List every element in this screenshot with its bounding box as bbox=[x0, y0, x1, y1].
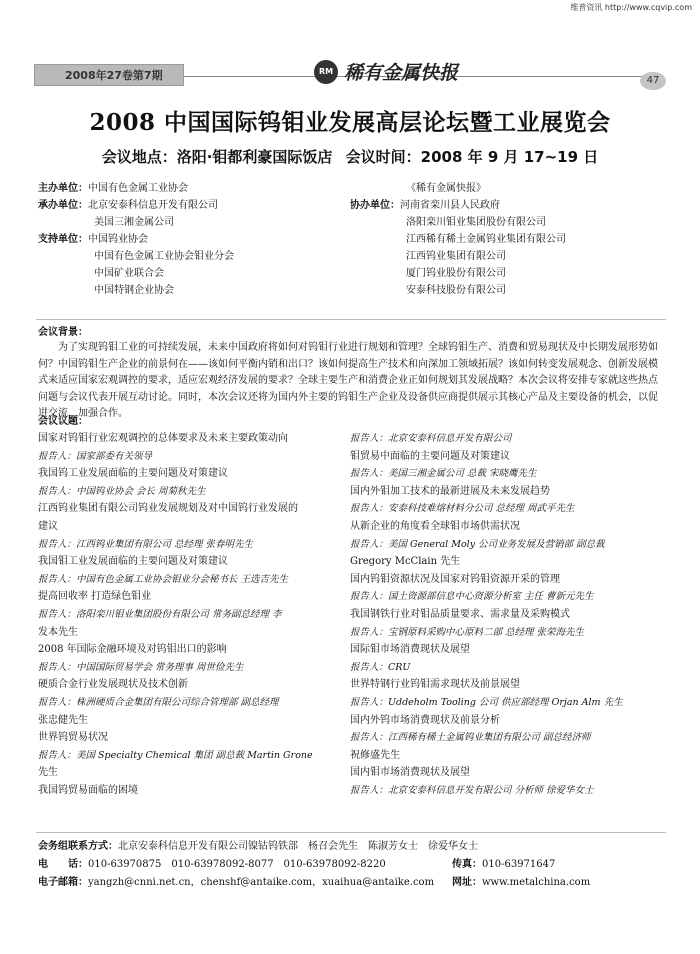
co-item: 厦门钨业股份有限公司 bbox=[406, 268, 506, 279]
page-title: 2008 中国国际钨钼业发展高层论坛暨工业展览会 bbox=[89, 109, 611, 136]
undertake-item: 北京安泰科信息开发有限公司 bbox=[88, 200, 218, 211]
background-heading: 会议背景： bbox=[38, 327, 88, 338]
topic-reporter: 报告人：江西稀有稀土金属钨业集团有限公司 副总经济师 bbox=[350, 732, 591, 744]
topic-item: 我国钢铁行业对钼品质量要求、需求量及采购模式 bbox=[350, 608, 570, 620]
fax-label: 传真： bbox=[452, 859, 482, 870]
support-item: 中国特钢企业协会 bbox=[94, 285, 174, 296]
topic-reporter: 报告人：安泰科技难熔材料分公司 总经理 周武平先生 bbox=[350, 503, 575, 515]
topic-reporter: 报告人：中国有色金属工业协会钼业分会秘书长 王选吉先生 bbox=[38, 573, 289, 585]
support-item: 中国矿业联合会 bbox=[94, 268, 164, 279]
meeting-time: 会议时间：2008 年 9 月 17~19 日 bbox=[345, 148, 599, 166]
undertake-item: 美国三湘金属公司 bbox=[94, 217, 174, 228]
topic-item: 国内钨钼资源状况及国家对钨钼资源开采的管理 bbox=[350, 573, 560, 585]
topic-reporter: 报告人：北京安泰科信息开发有限公司 分析师 徐爱华女士 bbox=[350, 784, 594, 796]
undertake-label: 承办单位： bbox=[38, 200, 88, 211]
topic-item: 提高回收率 打造绿色钼业 bbox=[38, 591, 152, 603]
topic-reporter: 报告人：江西钨业集团有限公司 总经理 张春明先生 bbox=[38, 538, 254, 550]
topic-item: 硬质合金行业发展现状及技术创新 bbox=[38, 679, 188, 691]
topic-item: 从新企业的角度看全球钼市场供需状况 bbox=[350, 520, 520, 532]
topic-item: 钼贸易中面临的主要问题及对策建议 bbox=[350, 450, 510, 462]
email-value[interactable]: yangzh@cnni.net.cn，chenshf@antaike.com，xuaihua@antaike.com bbox=[88, 877, 435, 888]
topics-left-column bbox=[38, 430, 343, 799]
topic-reporter: 报告人：CRU bbox=[350, 661, 411, 673]
topic-item: 国内外钨市场消费现状及前景分析 bbox=[350, 714, 500, 726]
support-item: 中国钨业协会 bbox=[88, 234, 148, 245]
co-label: 协办单位： bbox=[350, 200, 400, 211]
web-link[interactable]: www.metalchina.com bbox=[482, 877, 591, 888]
topic-item: 我国钨工业发展面临的主要问题及对策建议 bbox=[38, 468, 228, 480]
topic-item: 江西钨业集团有限公司钨业发展规划及对中国钨行业发展的 bbox=[38, 503, 298, 515]
footer-divider bbox=[36, 832, 666, 833]
contact-fax bbox=[452, 856, 555, 874]
topics-heading: 会议议题： bbox=[38, 416, 88, 427]
page-number: 47 bbox=[640, 72, 666, 90]
topic-item: 世界特钢行业钨钼需求现状及前景展望 bbox=[350, 679, 520, 691]
meeting-info bbox=[0, 146, 700, 167]
phone-label: 电 话： bbox=[38, 859, 88, 870]
topic-item: Gregory McClain 先生 bbox=[350, 556, 461, 568]
topic-reporter: 报告人：美国 General Moly 公司业务发展及营销部 副总裁 bbox=[350, 538, 605, 550]
topic-reporter: 报告人：株洲硬质合金集团有限公司综合管理部 副总经理 bbox=[38, 696, 279, 708]
topic-item: 国家对钨钼行业宏观调控的总体要求及未来主要政策动向 bbox=[38, 433, 288, 444]
organizers-right bbox=[350, 180, 566, 299]
topic-reporter: 报告人：宝钢原料采购中心原料二部 总经理 张荣海先生 bbox=[350, 626, 585, 638]
topic-reporter: 报告人：美国三湘金属公司 总裁 宋晓鹰先生 bbox=[350, 468, 537, 480]
topic-item: 国际钼市场消费现状及展望 bbox=[350, 644, 470, 656]
contact-email bbox=[38, 874, 434, 892]
web-label: 网址： bbox=[452, 877, 482, 888]
contact-org-text: 北京安泰科信息开发有限公司镍钴钨铁部 杨召会先生 陈淑芳女士 徐爱华女士 bbox=[118, 841, 478, 852]
topic-item: 2008 年国际金融环境及对钨钼出口的影响 bbox=[38, 644, 227, 656]
topic-reporter: 报告人：洛阳栾川钼业集团股份有限公司 常务副总经理 李 bbox=[38, 608, 282, 620]
topic-reporter: 报告人：中国钨业协会 会长 周菊秋先生 bbox=[38, 485, 206, 497]
support-item: 中国有色金属工业协会钼业分会 bbox=[94, 251, 234, 262]
host-label: 主办单位： bbox=[38, 183, 88, 194]
organizers-left bbox=[38, 180, 234, 299]
co-item: 江西钨业集团有限公司 bbox=[406, 251, 506, 262]
topic-item: 张忠健先生 bbox=[38, 714, 88, 726]
contact-org-label: 会务组联系方式： bbox=[38, 841, 118, 852]
topic-item: 发本先生 bbox=[38, 626, 78, 638]
topic-reporter: 报告人：美国 Specialty Chemical 集团 副总裁 Martin Grone bbox=[38, 749, 313, 761]
journal-coorganizer: 《稀有金属快报》 bbox=[406, 183, 486, 194]
topic-item: 国内钼市场消费现状及展望 bbox=[350, 767, 470, 779]
co-item: 河南省栾川县人民政府 bbox=[400, 200, 500, 211]
contact-web bbox=[452, 874, 590, 892]
background-text: 为了实现钨钼工业的可持续发展，未来中国政府将如何对钨钼行业进行规划和管理？全球钨钼生产、消费和贸易现状及中长期发展形势如何？中国钨钼生产企业的前景何在——该如何平衡内销和出口？该如何提高生产技术和向深加工领域拓展？该如何转变发展观念、创新发展模式来适应国家宏观调控的要求，适应宏观经济发展的要求？全球主要生产和消费企业正如何规划其发展战略？本次会议将安排专家就这些热点问题与会议代表开展互动讨论。同时，本次会议还将为国内外主要的钨钼生产企业及设备供应商提供展示其核心产品及主要设备的机会，以促进交流，加强合作。 bbox=[38, 342, 658, 419]
topic-item: 先生 bbox=[38, 767, 58, 779]
email-label: 电子邮箱： bbox=[38, 877, 88, 888]
topic-reporter: 报告人：北京安泰科信息开发有限公司 bbox=[350, 433, 512, 444]
topic-item: 我国钨贸易面临的困境 bbox=[38, 784, 138, 796]
watermark: 维普资讯 http://www.cqvip.com bbox=[570, 3, 692, 12]
support-label: 支持单位： bbox=[38, 234, 88, 245]
topic-item: 建议 bbox=[38, 520, 58, 532]
topic-item: 我国钼工业发展面临的主要问题及对策建议 bbox=[38, 556, 228, 568]
topic-item: 世界钨贸易状况 bbox=[38, 732, 108, 744]
topic-reporter: 报告人：国土资源部信息中心资源分析室 主任 曹新元先生 bbox=[350, 591, 594, 603]
phone-value: 010-63970875 010-63978092-8077 010-63978092-8220 bbox=[88, 859, 386, 870]
contact-phone bbox=[38, 856, 386, 874]
journal-logo-icon: RM bbox=[314, 60, 338, 84]
topics-right-column bbox=[350, 430, 670, 799]
topic-reporter: 报告人：国家部委有关领导 bbox=[38, 450, 153, 462]
journal-name: 稀有金属快报 bbox=[344, 62, 459, 84]
issue-label: 2008年27卷第7期 bbox=[34, 64, 184, 86]
meeting-venue: 会议地点：洛阳·钼都利豪国际饭店 bbox=[101, 148, 333, 166]
co-item: 安泰科技股份有限公司 bbox=[406, 285, 506, 296]
topic-item: 祝修盛先生 bbox=[350, 749, 400, 761]
co-item: 江西稀有稀土金属钨业集团有限公司 bbox=[406, 234, 566, 245]
topic-reporter: 报告人：Uddeholm Tooling 公司 供应部经理 Orjan Alm 先生 bbox=[350, 696, 623, 708]
topic-item: 国内外钼加工技术的最新进展及未来发展趋势 bbox=[350, 485, 550, 497]
section-divider bbox=[36, 319, 666, 320]
co-item: 洛阳栾川钼业集团股份有限公司 bbox=[406, 217, 546, 228]
fax-value: 010-63971647 bbox=[482, 859, 556, 870]
host-item: 中国有色金属工业协会 bbox=[88, 183, 188, 194]
contact-org bbox=[38, 838, 478, 856]
topic-reporter: 报告人：中国国际贸易学会 常务理事 周世俭先生 bbox=[38, 661, 244, 673]
